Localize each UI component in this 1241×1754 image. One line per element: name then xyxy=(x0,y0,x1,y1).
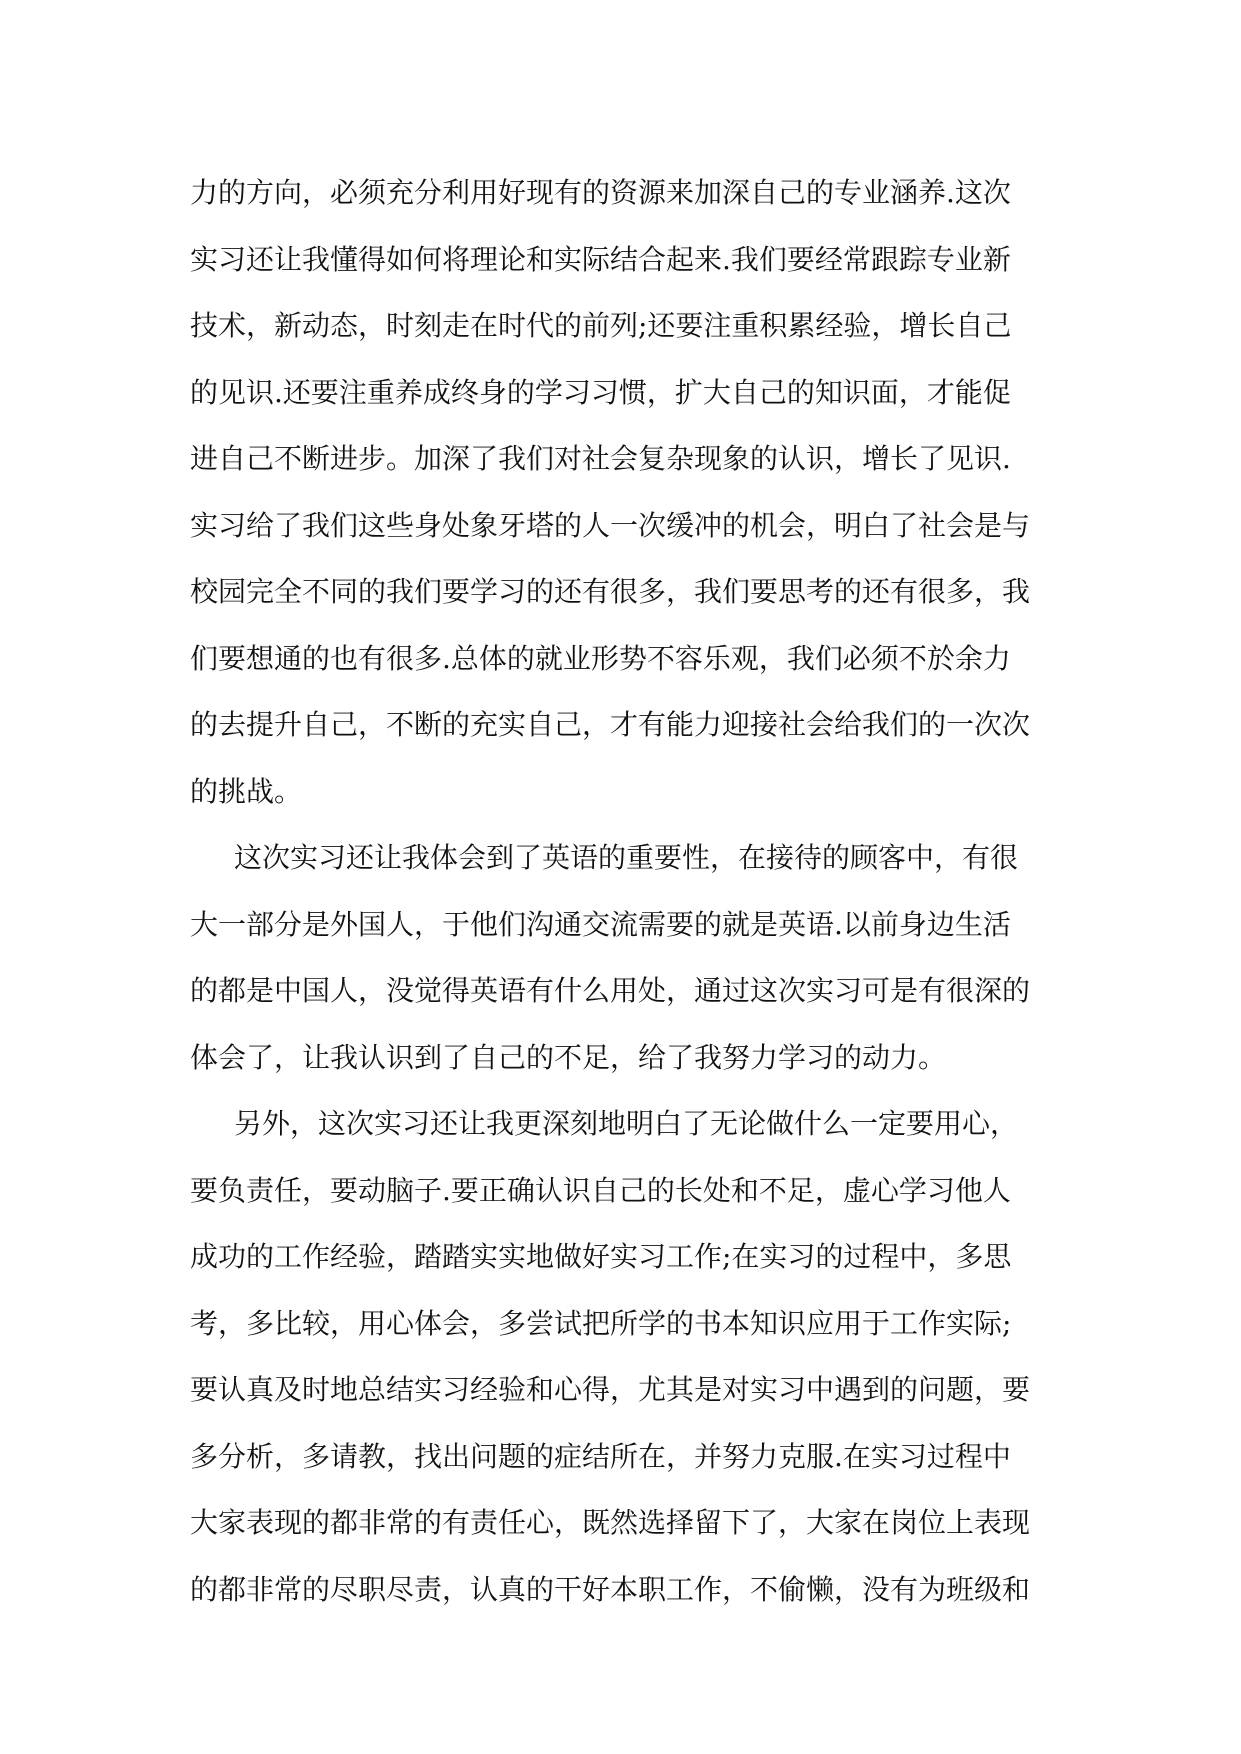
text-line: 的都非常的尽职尽责，认真的干好本职工作，不偷懒，没有为班级和 xyxy=(190,1572,1031,1606)
text-line: 要负责任，要动脑子.要正确认识自己的长处和不足，虚心学习他人 xyxy=(190,1173,1011,1207)
text-line: 们要想通的也有很多.总体的就业形势不容乐观，我们必须不於余力 xyxy=(190,641,1011,675)
text-line: 技术，新动态，时刻走在时代的前列;还要注重积累经验，增长自己 xyxy=(190,309,1012,342)
text-line: 这次实习还让我体会到了英语的重要性，在接待的顾客中，有很 xyxy=(234,841,1019,874)
paragraph-3 xyxy=(190,1091,1065,1623)
text-line: 校园完全不同的我们要学习的还有很多，我们要思考的还有很多，我 xyxy=(190,575,1031,608)
text-line: 的去提升自己，不断的充实自己，才有能力迎接社会给我们的一次次 xyxy=(190,708,1031,741)
text-line: 大家表现的都非常的有责任心，既然选择留下了，大家在岗位上表现 xyxy=(190,1506,1031,1539)
document-body xyxy=(190,160,1065,1623)
text-line: 的都是中国人，没觉得英语有什么用处，通过这次实习可是有很深的 xyxy=(190,974,1031,1007)
text-line: 实习给了我们这些身处象牙塔的人一次缓冲的机会，明白了社会是与 xyxy=(190,508,1031,542)
text-line: 的见识.还要注重养成终身的学习习惯，扩大自己的知识面，才能促 xyxy=(190,375,1011,409)
text-line: 另外，这次实习还让我更深刻地明白了无论做什么一定要用心， xyxy=(234,1107,1019,1140)
paragraph-2 xyxy=(190,825,1065,1091)
text-line: 进自己不断进步。加深了我们对社会复杂现象的认识，增长了见识. xyxy=(190,442,1011,475)
text-line: 考，多比较，用心体会，多尝试把所学的书本知识应用于工作实际; xyxy=(190,1306,1012,1340)
text-line: 多分析，多请教，找出问题的症结所在，并努力克服.在实习过程中 xyxy=(190,1439,1011,1473)
text-line: 成功的工作经验，踏踏实实地做好实习工作;在实习的过程中，多思 xyxy=(190,1240,1012,1273)
text-line: 力的方向，必须充分利用好现有的资源来加深自己的专业涵养.这次 xyxy=(190,176,1011,209)
text-line: 体会了，让我认识到了自己的不足，给了我努力学习的动力。 xyxy=(190,1040,947,1074)
text-line: 的挑战。 xyxy=(190,774,303,808)
paragraph-1 xyxy=(190,160,1065,825)
text-line: 大一部分是外国人，于他们沟通交流需要的就是英语.以前身边生活 xyxy=(190,907,1011,941)
text-line: 要认真及时地总结实习经验和心得，尤其是对实习中遇到的问题，要 xyxy=(190,1373,1031,1406)
text-line: 实习还让我懂得如何将理论和实际结合起来.我们要经常跟踪专业新 xyxy=(190,242,1011,276)
